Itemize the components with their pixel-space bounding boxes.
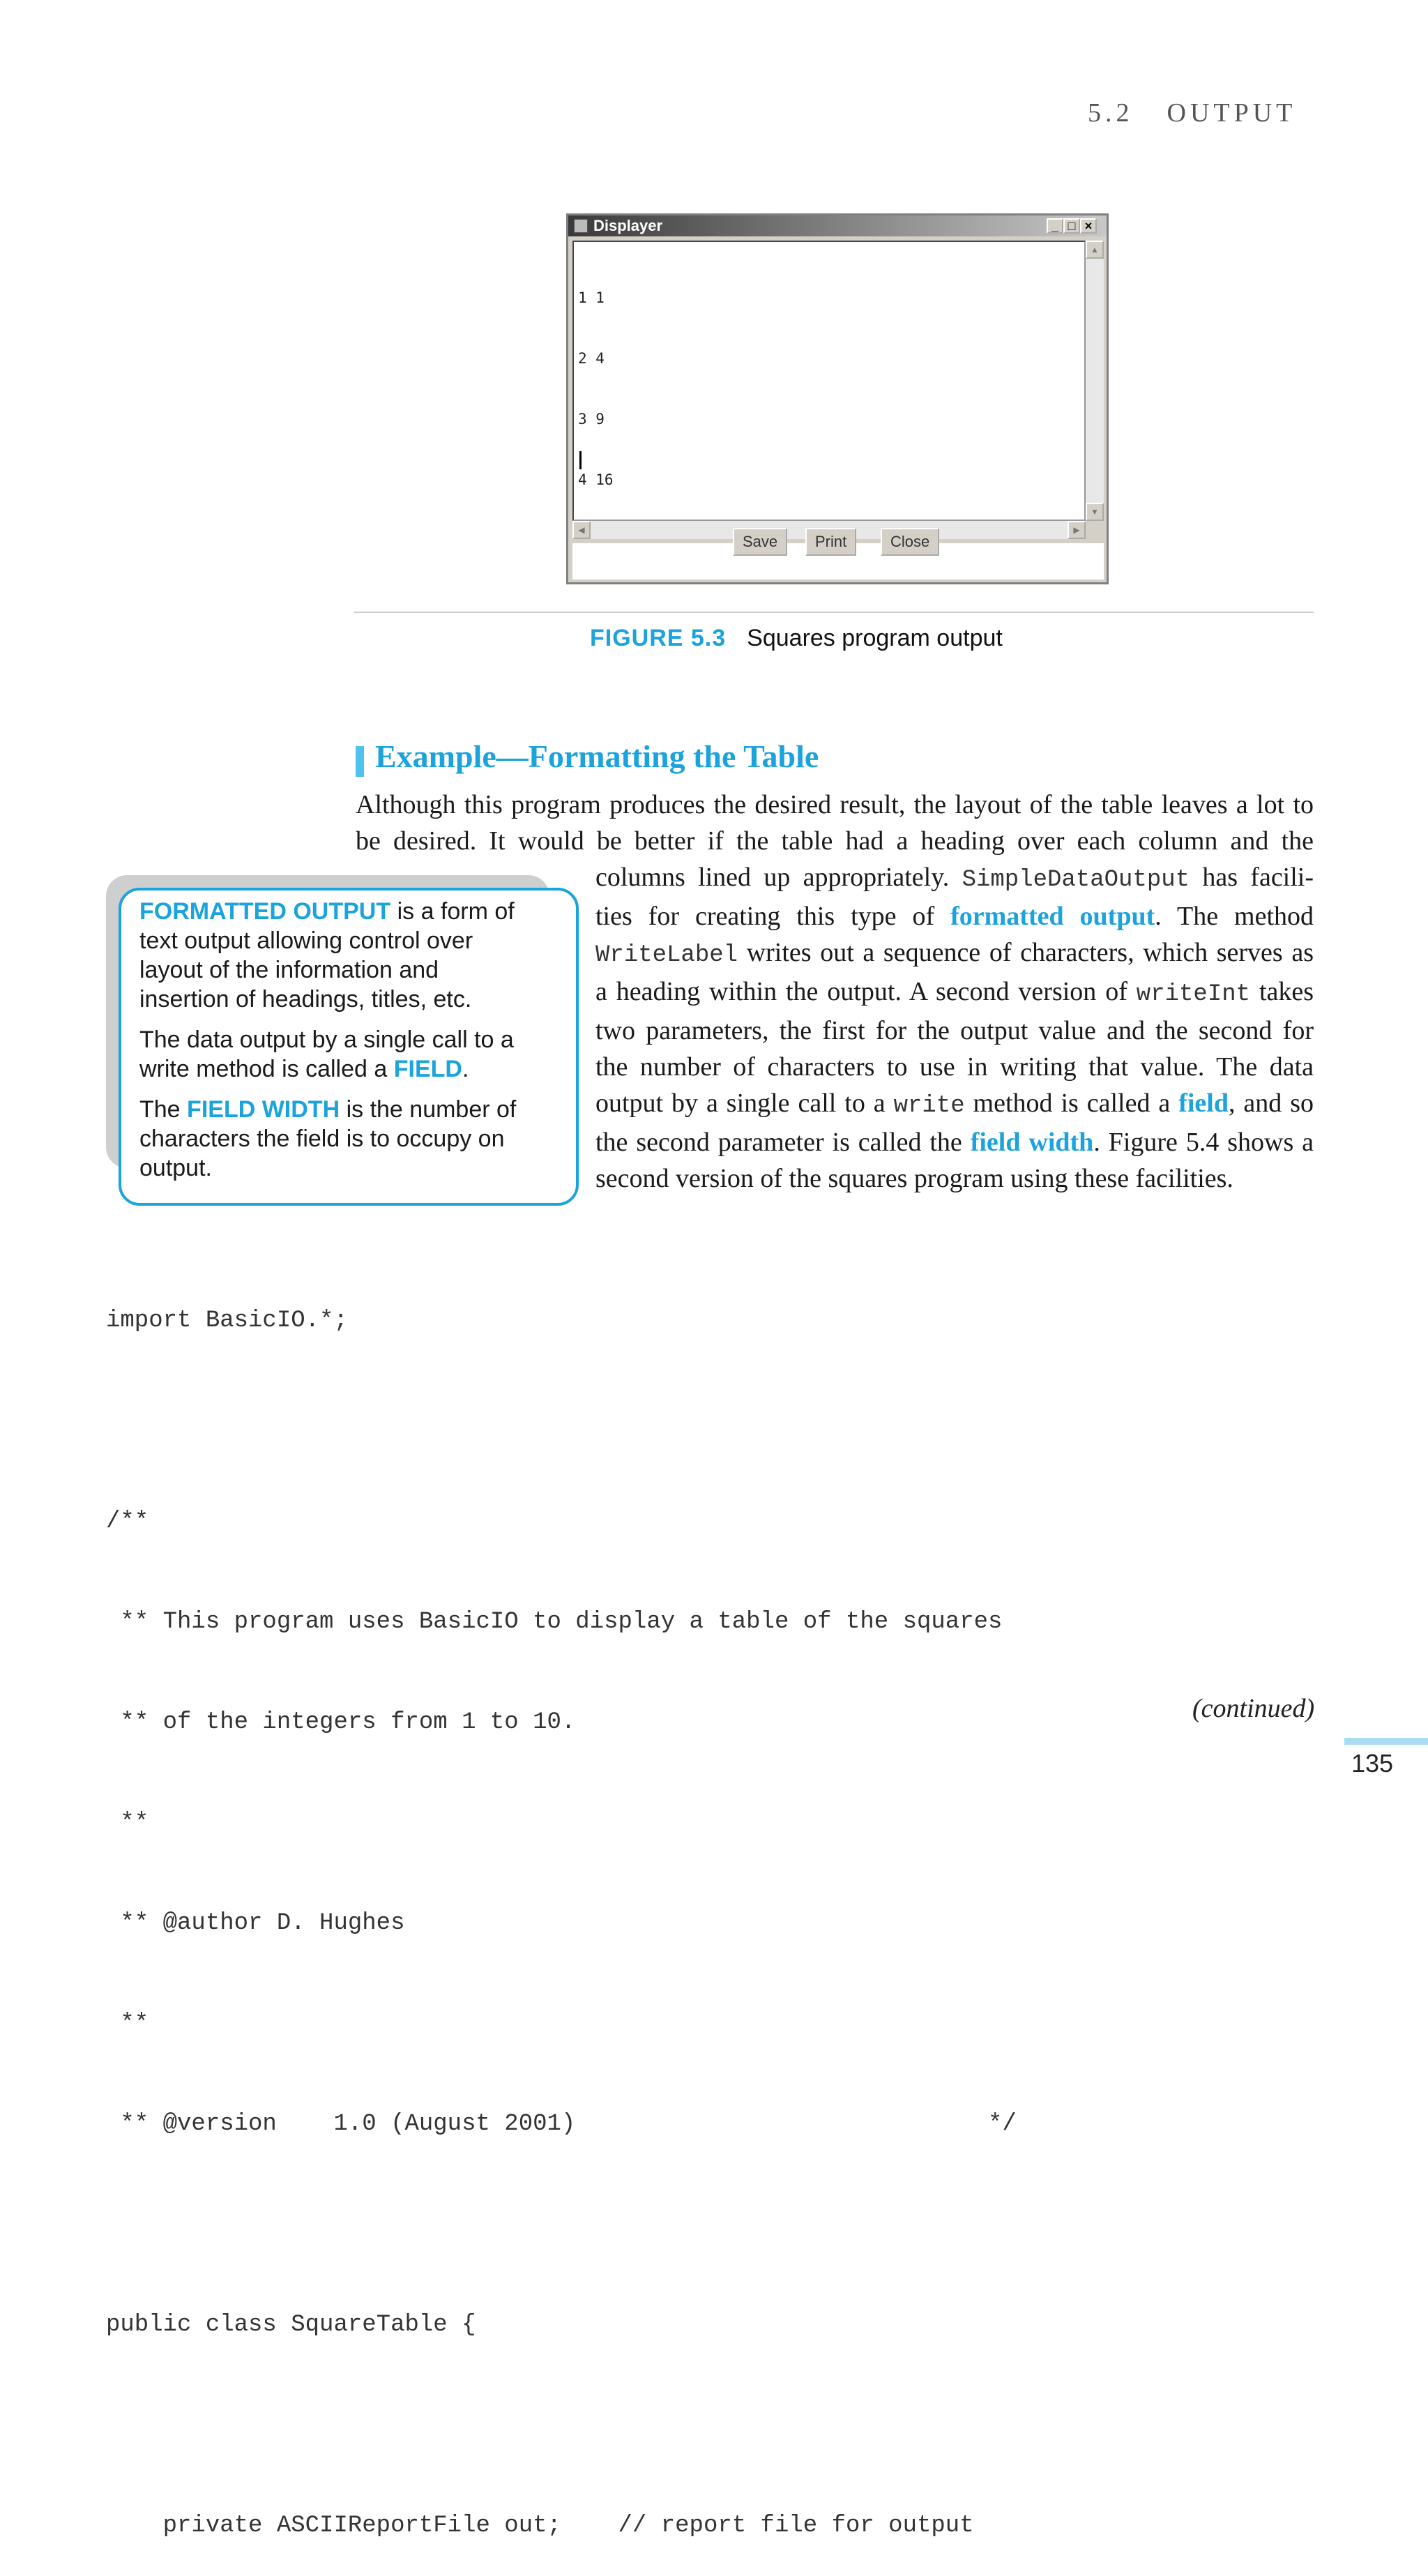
output-line: 3 9 (578, 411, 605, 427)
term-field: field (1178, 1089, 1229, 1118)
figure-caption (590, 625, 1003, 652)
definition-field: The data output by a single call to a write method is called a FIELD. (139, 1026, 514, 1082)
scroll-down-icon[interactable]: ▼ (1086, 503, 1104, 521)
paragraph-line: second version of the squares program using these facilities. (595, 1164, 1233, 1193)
paragraph-line: the second parameter is called the field width. Figure 5.4 shows a (595, 1128, 1314, 1157)
displayer-window (566, 213, 1109, 584)
heading-marker (356, 746, 364, 777)
code-listing (106, 1237, 1017, 2576)
definition-formatted-output: FORMATTED OUTPUT is a form of text output allowing control over layout of the information and insertion of headings, titles, etc. (139, 898, 515, 1013)
output-line: 2 4 (578, 350, 605, 367)
code-line (106, 2409, 1017, 2442)
code-line: ** of the integers from 1 to 10. (106, 1709, 576, 1736)
code-line: ** (106, 1810, 149, 1836)
paragraph-line: columns lined up appropriately. SimpleDataOutput has facili- (595, 863, 1314, 893)
close-button[interactable]: Close (881, 528, 939, 556)
code-line: ** (106, 2010, 149, 2037)
code-line: import BasicIO.*; (106, 1308, 348, 1334)
paragraph-line: Although this program produces the desired result, the layout of the table leaves a lot to (356, 790, 1314, 819)
scroll-right-icon[interactable]: ▶ (1068, 521, 1086, 539)
print-button[interactable]: Print (805, 528, 856, 556)
figure-rule (354, 612, 1314, 613)
paragraph-line: WriteLabel writes out a sequence of characters, which serves as (595, 938, 1314, 969)
continued-note: (continued) (1192, 1694, 1315, 1723)
term-field-width: field width (970, 1128, 1094, 1157)
paragraph-line: two parameters, the first for the output value and the second for (595, 1016, 1314, 1045)
page-number-bar (1344, 1738, 1428, 1745)
output-line: 4 16 (578, 471, 614, 488)
term-formatted-output: formatted output (950, 902, 1155, 931)
scroll-left-icon[interactable]: ◀ (572, 521, 591, 539)
output-lines (578, 248, 631, 521)
code-line: ** This program uses BasicIO to display a table of the squares (106, 1609, 1003, 1635)
minimize-icon[interactable]: _ (1047, 218, 1063, 234)
code-line (106, 2208, 1017, 2241)
body-paragraph-continued (595, 859, 1314, 1197)
output-text-area[interactable] (572, 241, 1086, 521)
code-line (106, 1404, 1017, 1438)
code-line: /** (106, 1508, 149, 1535)
section-title: OUTPUT (1167, 98, 1297, 128)
section-number: 5.2 (1088, 98, 1134, 128)
code-line: ** @version 1.0 (August 2001) */ (106, 2111, 1017, 2137)
body-paragraph (356, 787, 1314, 859)
figure-number: FIGURE 5.3 (590, 625, 727, 651)
maximize-icon[interactable]: □ (1063, 218, 1080, 234)
output-line: 1 1 (578, 289, 605, 306)
text-caret (579, 451, 582, 469)
vertical-scrollbar[interactable] (1086, 241, 1104, 521)
save-button[interactable]: Save (733, 528, 787, 556)
window-title: Displayer (593, 217, 663, 234)
paragraph-line: output by a single call to a write method is called a field, and so (595, 1089, 1314, 1119)
figure-caption-text: Squares program output (747, 625, 1003, 651)
paragraph-line: ties for creating this type of formatted output. The method (595, 902, 1314, 931)
code-line: public class SquareTable { (106, 2312, 476, 2338)
scroll-up-icon[interactable]: ▲ (1086, 241, 1104, 259)
code-line: private ASCIIReportFile out; // report file for output (106, 2513, 974, 2539)
close-icon[interactable]: × (1080, 218, 1097, 234)
section-heading: Example—Formatting the Table (375, 738, 819, 774)
paragraph-line: a heading within the output. A second version of writeInt takes (595, 977, 1314, 1008)
app-icon (574, 219, 588, 233)
page-number: 135 (1351, 1749, 1394, 1778)
definition-field-width: The FIELD WIDTH is the number of characters the field is to occupy on output. (139, 1096, 517, 1181)
running-header (1088, 98, 1296, 128)
paragraph-line: be desired. It would be better if the table had a heading over each column and the (356, 826, 1314, 856)
paragraph-line: the number of characters to use in writing that value. The data (595, 1052, 1314, 1082)
code-line: ** @author D. Hughes (106, 1910, 405, 1937)
window-titlebar[interactable] (568, 215, 1107, 236)
